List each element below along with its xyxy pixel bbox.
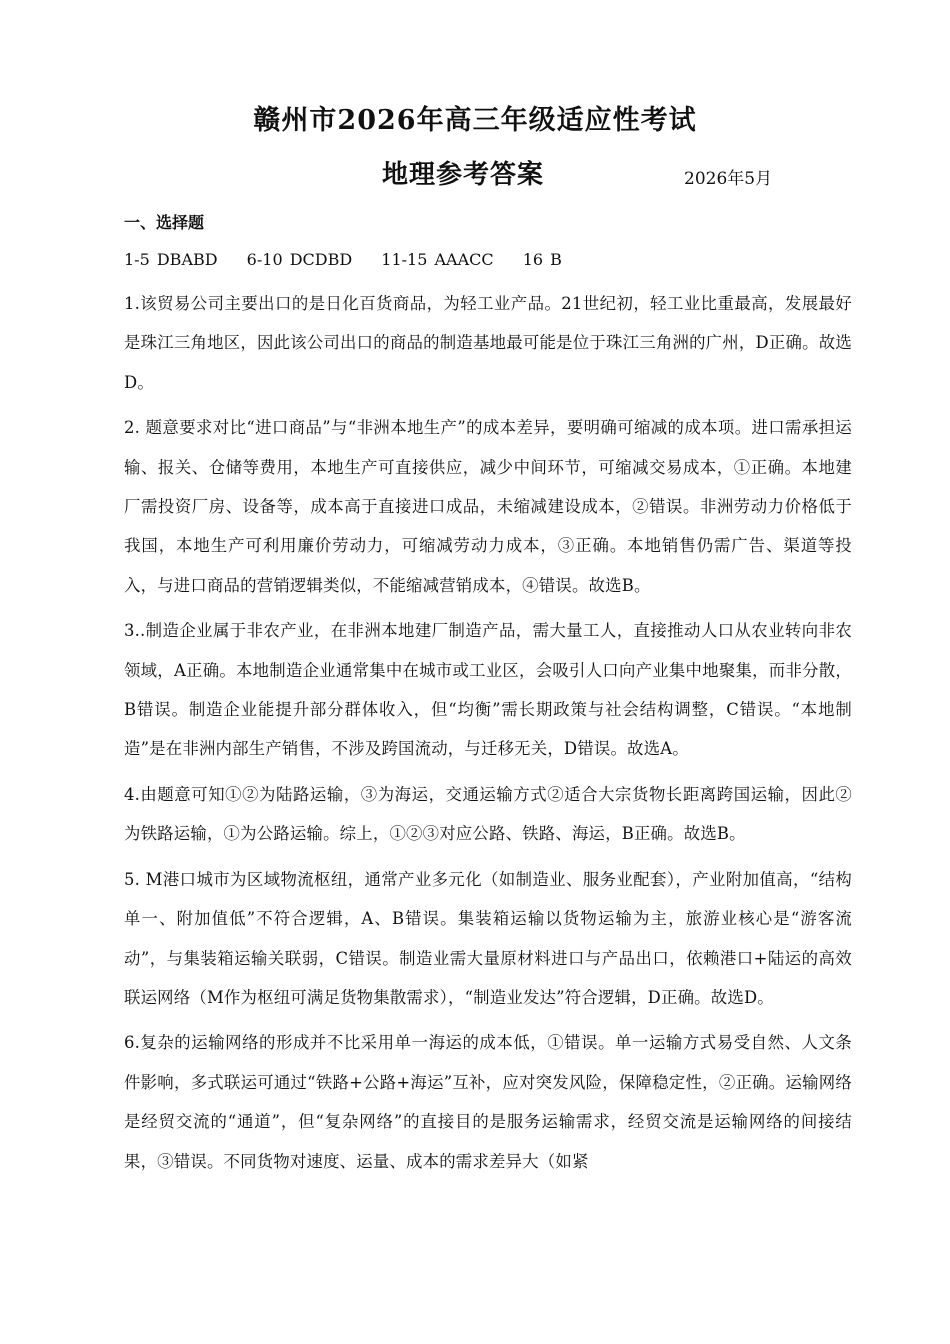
explanation-q6: 6.复杂的运输网络的形成并不比采用单一海运的成本低，①错误。单一运输方式易受自然、人文条件影响，多式联运可通过“铁路+公路+海运”互补，应对突发风险，保障稳定性，②正确。运输网络是经贸交流的“通道”，但“复杂网络”的直接目的是服务运输需求，经贸交流是运输网络的间接结果，③错误。不同货物对速度、运量、成本的需求差异大（如紧 [124,1033,852,1171]
answer-group: 11-15 AAACC [381,250,494,269]
page-subtitle: 地理参考答案 [382,160,545,190]
section-heading-choice: 一、选择题 [124,213,205,232]
explanations [124,284,852,1187]
answer-group: 1-5 DBABD [124,250,218,269]
explanation-q2: 2. 题意要求对比“进口商品”与“非洲本地生产”的成本差异，要明确可缩减的成本项。进口需承担运输、报关、仓储等费用，本地生产可直接供应，减少中间环节，可缩减交易成本，①正确。本地建厂需投资厂房、设备等，成本高于直接进口成品，未缩减建设成本，②错误。非洲劳动力价格低于我国，本地生产可利用廉价劳动力，可缩减劳动力成本，③正确。本地销售仍需广告、渠道等投入，与进口商品的营销逻辑类似，不能缩减营销成本，④错误。故选B。 [124,418,852,595]
exam-date: 2026年5月 [684,169,773,189]
page-title: 赣州市2026年高三年级适应性考试 [253,105,697,136]
answer-group: 16 B [522,250,562,269]
answer-key-line [124,250,584,269]
answer-group: 6-10 DCDBD [246,250,353,269]
explanation-q3: 3..制造企业属于非农产业，在非洲本地建厂制造产品，需大量工人，直接推动人口从农业转向非农领域，A正确。本地制造企业通常集中在城市或工业区，会吸引人口向产业集中地聚集，而非分散，B错误。制造企业能提升部分群体收入，但“均衡”需长期政策与社会结构调整，C错误。“本地制造”是在非洲内部生产销售，不涉及跨国流动，与迁移无关，D错误。故选A。 [124,621,852,759]
explanation-q1: 1.该贸易公司主要出口的是日化百货商品，为轻工业产品。21世纪初，轻工业比重最高，发展最好是珠江三角地区，因此该公司出口的商品的制造基地最可能是位于珠江三角洲的广州，D正确。故选D。 [124,294,852,392]
explanation-q4: 4.由题意可知①②为陆路运输，③为海运，交通运输方式②适合大宗货物长距离跨国运输，因此②为铁路运输，①为公路运输。综上，①②③对应公路、铁路、海运，B正确。故选B。 [124,784,852,844]
explanation-q5: 5. M港口城市为区域物流枢纽，通常产业多元化（如制造业、服务业配套），产业附加值高，“结构单一、附加值低”不符合逻辑，A、B错误。集装箱运输以货物运输为主，旅游业核心是“游客流动”，与集装箱运输关联弱，C错误。制造业需大量原材料进口与产品出口，依赖港口+陆运的高效联运网络（M作为枢纽可满足货物集散需求），“制造业发达”符合逻辑，D正确。故选D。 [124,869,852,1007]
